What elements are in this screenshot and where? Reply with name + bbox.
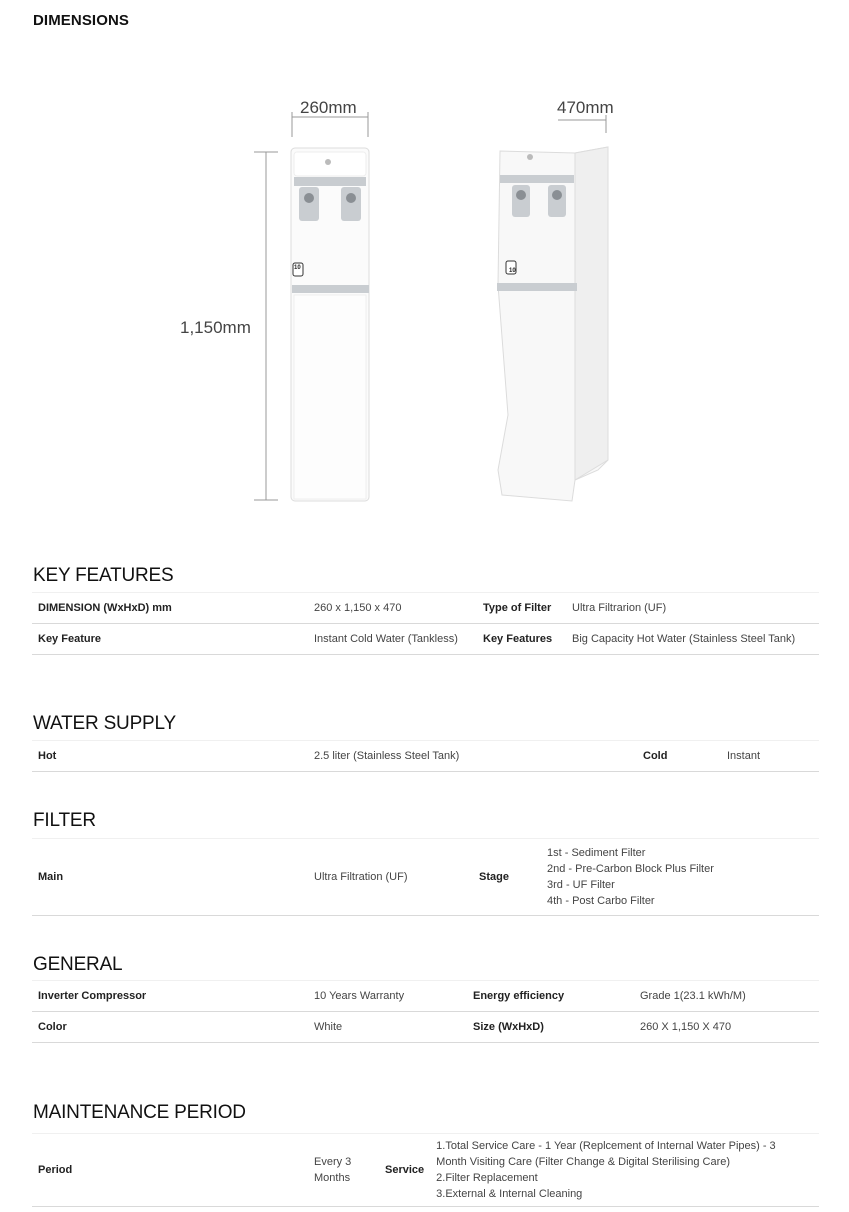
- table-row: [32, 839, 819, 916]
- product-badge-front: 10: [294, 265, 301, 271]
- table-row: [32, 593, 819, 624]
- dimensions-heading: DIMENSIONS: [33, 12, 130, 29]
- spec-value: Ultra Filtrarion (UF): [566, 593, 819, 624]
- spec-label: Main: [32, 839, 308, 916]
- spec-label: DIMENSION (WxHxD) mm: [32, 593, 308, 624]
- list-item: 4th - Post Carbo Filter: [547, 895, 655, 907]
- spec-label: Hot: [32, 741, 308, 772]
- spec-value: 10 Years Warranty: [308, 981, 467, 1012]
- list-item: 2.Filter Replacement: [436, 1172, 538, 1184]
- front-view-image: [250, 95, 390, 507]
- water-supply-table: [32, 740, 819, 772]
- maintenance-heading: MAINTENANCE PERIOD: [33, 1102, 246, 1123]
- spec-value: Instant: [721, 741, 819, 772]
- table-row: [32, 981, 819, 1012]
- water-supply-heading: WATER SUPPLY: [33, 713, 176, 734]
- table-row: [32, 1134, 819, 1207]
- spec-value: Instant Cold Water (Tankless): [308, 624, 477, 655]
- spec-label: Energy efficiency: [467, 981, 634, 1012]
- spec-value: Big Capacity Hot Water (Stainless Steel Tank): [566, 624, 819, 655]
- general-table: [32, 980, 819, 1043]
- spec-label: Service: [379, 1134, 430, 1207]
- spec-label: Color: [32, 1012, 308, 1043]
- product-badge-side: 10: [509, 268, 516, 274]
- general-heading: GENERAL: [33, 954, 123, 975]
- spec-value: 2.5 liter (Stainless Steel Tank): [308, 741, 637, 772]
- filter-table: [32, 838, 819, 916]
- table-row: [32, 1012, 819, 1043]
- maintenance-table: [32, 1133, 819, 1207]
- spec-value: Every 3 Months: [308, 1134, 379, 1207]
- spec-label: Size (WxHxD): [467, 1012, 634, 1043]
- spec-value: Ultra Filtration (UF): [308, 839, 473, 916]
- spec-label: Stage: [473, 839, 541, 916]
- table-row: [32, 624, 819, 655]
- spec-value: 260 X 1,150 X 470: [634, 1012, 819, 1043]
- list-item: 1st - Sediment Filter: [547, 847, 646, 859]
- side-view-image: [490, 115, 620, 507]
- spec-label: Key Feature: [32, 624, 308, 655]
- filter-stages: [541, 839, 819, 916]
- spec-value: White: [308, 1012, 467, 1043]
- list-item: 3rd - UF Filter: [547, 879, 615, 891]
- spec-label: Cold: [637, 741, 721, 772]
- list-item: 3.External & Internal Cleaning: [436, 1188, 583, 1200]
- key-features-table: [32, 592, 819, 655]
- key-features-heading: KEY FEATURES: [33, 565, 174, 586]
- list-item: 2nd - Pre-Carbon Block Plus Filter: [547, 863, 714, 875]
- spec-label: Key Features: [477, 624, 566, 655]
- spec-label: Period: [32, 1134, 308, 1207]
- table-row: [32, 741, 819, 772]
- filter-heading: FILTER: [33, 810, 96, 831]
- list-item: 1.Total Service Care - 1 Year (Replcement of Internal Water Pipes) - 3 Month Visiting Care (Filter Change & Digital Sterilising Care): [436, 1140, 776, 1168]
- spec-label: Inverter Compressor: [32, 981, 308, 1012]
- height-dimension-label: 1,150mm: [180, 318, 251, 337]
- depth-dimension-label: 470mm: [557, 98, 614, 117]
- spec-value: Grade 1(23.1 kWh/M): [634, 981, 819, 1012]
- service-details: [430, 1134, 819, 1207]
- spec-value: 260 x 1,150 x 470: [308, 593, 477, 624]
- width-dimension-label: 260mm: [300, 98, 357, 117]
- spec-label: Type of Filter: [477, 593, 566, 624]
